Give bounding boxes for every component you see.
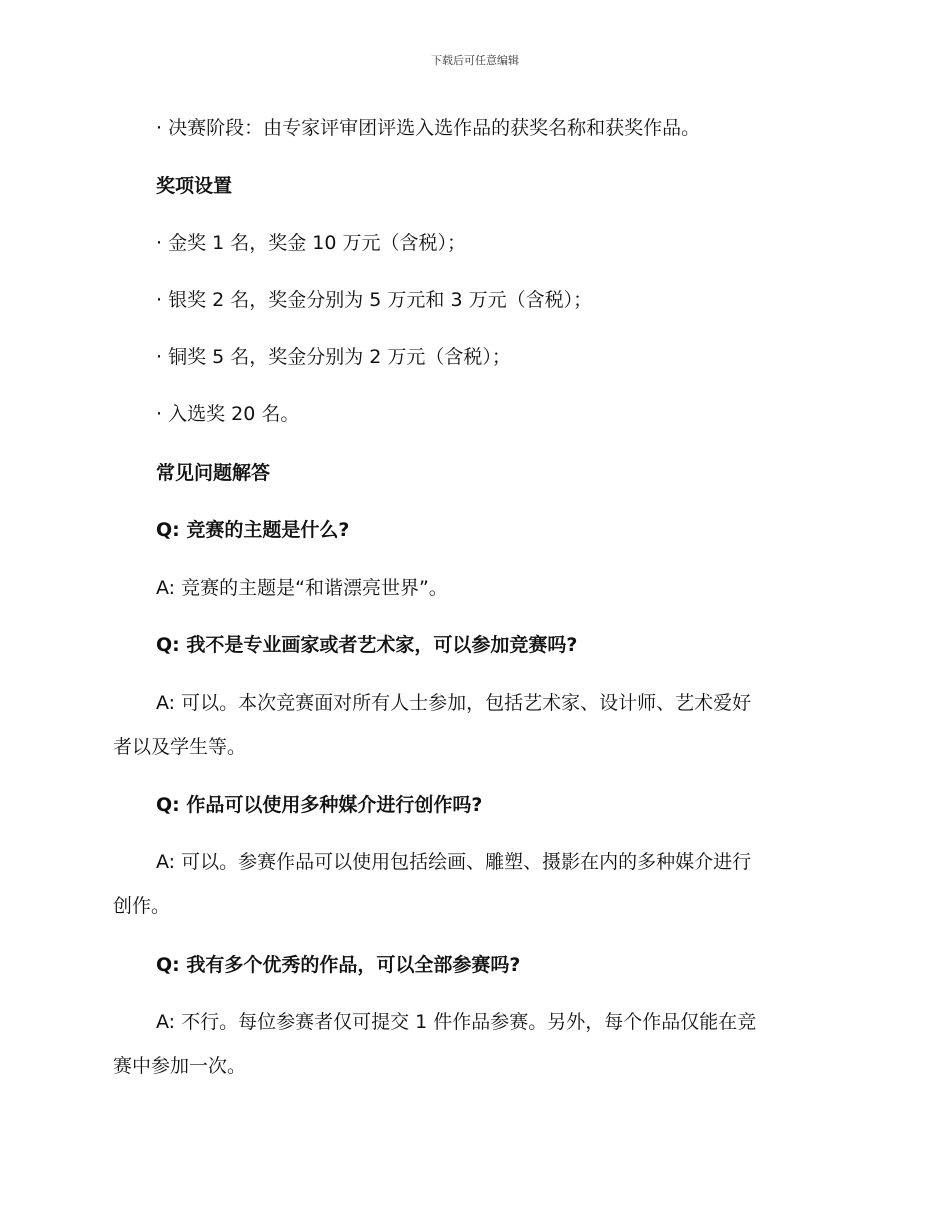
faq-answer-2: [113, 690, 843, 778]
faq-answer-2-line-2: 者以及学生等。: [113, 736, 247, 758]
faq-question-4: Q: 我有多个优秀的作品，可以全部参赛吗?: [156, 954, 521, 976]
award-bronze: · 铜奖 5 名，奖金分别为 2 万元（含税）；: [156, 346, 511, 368]
awards-heading: 奖项设置: [156, 175, 233, 197]
faq-answer-4: [113, 1009, 843, 1097]
final-stage-bullet: · 决赛阶段：由专家评审团评选入选作品的获奖名称和获奖作品。: [156, 117, 701, 139]
page-header: 下载后可任意编辑: [431, 54, 519, 67]
faq-answer-4-line-2: 赛中参加一次。: [113, 1055, 247, 1077]
faq-question-1: Q: 竞赛的主题是什么?: [156, 519, 350, 541]
faq-answer-3-line-1: A: 可以。参赛作品可以使用包括绘画、雕塑、摄影在内的多种媒介进行: [156, 851, 752, 873]
faq-answer-1: A: 竞赛的主题是“和谐漂亮世界”。: [156, 577, 448, 599]
faq-heading: 常见问题解答: [156, 462, 271, 484]
award-gold: · 金奖 1 名，奖金 10 万元（含税）；: [156, 232, 467, 254]
faq-answer-3-line-2: 创作。: [113, 895, 171, 917]
faq-answer-2-line-1: A: 可以。本次竞赛面对所有人士参加，包括艺术家、设计师、艺术爱好: [156, 692, 752, 714]
award-silver: · 银奖 2 名，奖金分别为 5 万元和 3 万元（含税）；: [156, 289, 593, 311]
faq-answer-3: [113, 849, 843, 937]
award-selected: · 入选奖 20 名。: [156, 403, 300, 425]
faq-answer-4-line-1: A: 不行。每位参赛者仅可提交 1 件作品参赛。另外，每个作品仅能在竞: [156, 1011, 757, 1033]
faq-question-2: Q: 我不是专业画家或者艺术家，可以参加竞赛吗?: [156, 634, 578, 656]
faq-question-3: Q: 作品可以使用多种媒介进行创作吗?: [156, 794, 483, 816]
